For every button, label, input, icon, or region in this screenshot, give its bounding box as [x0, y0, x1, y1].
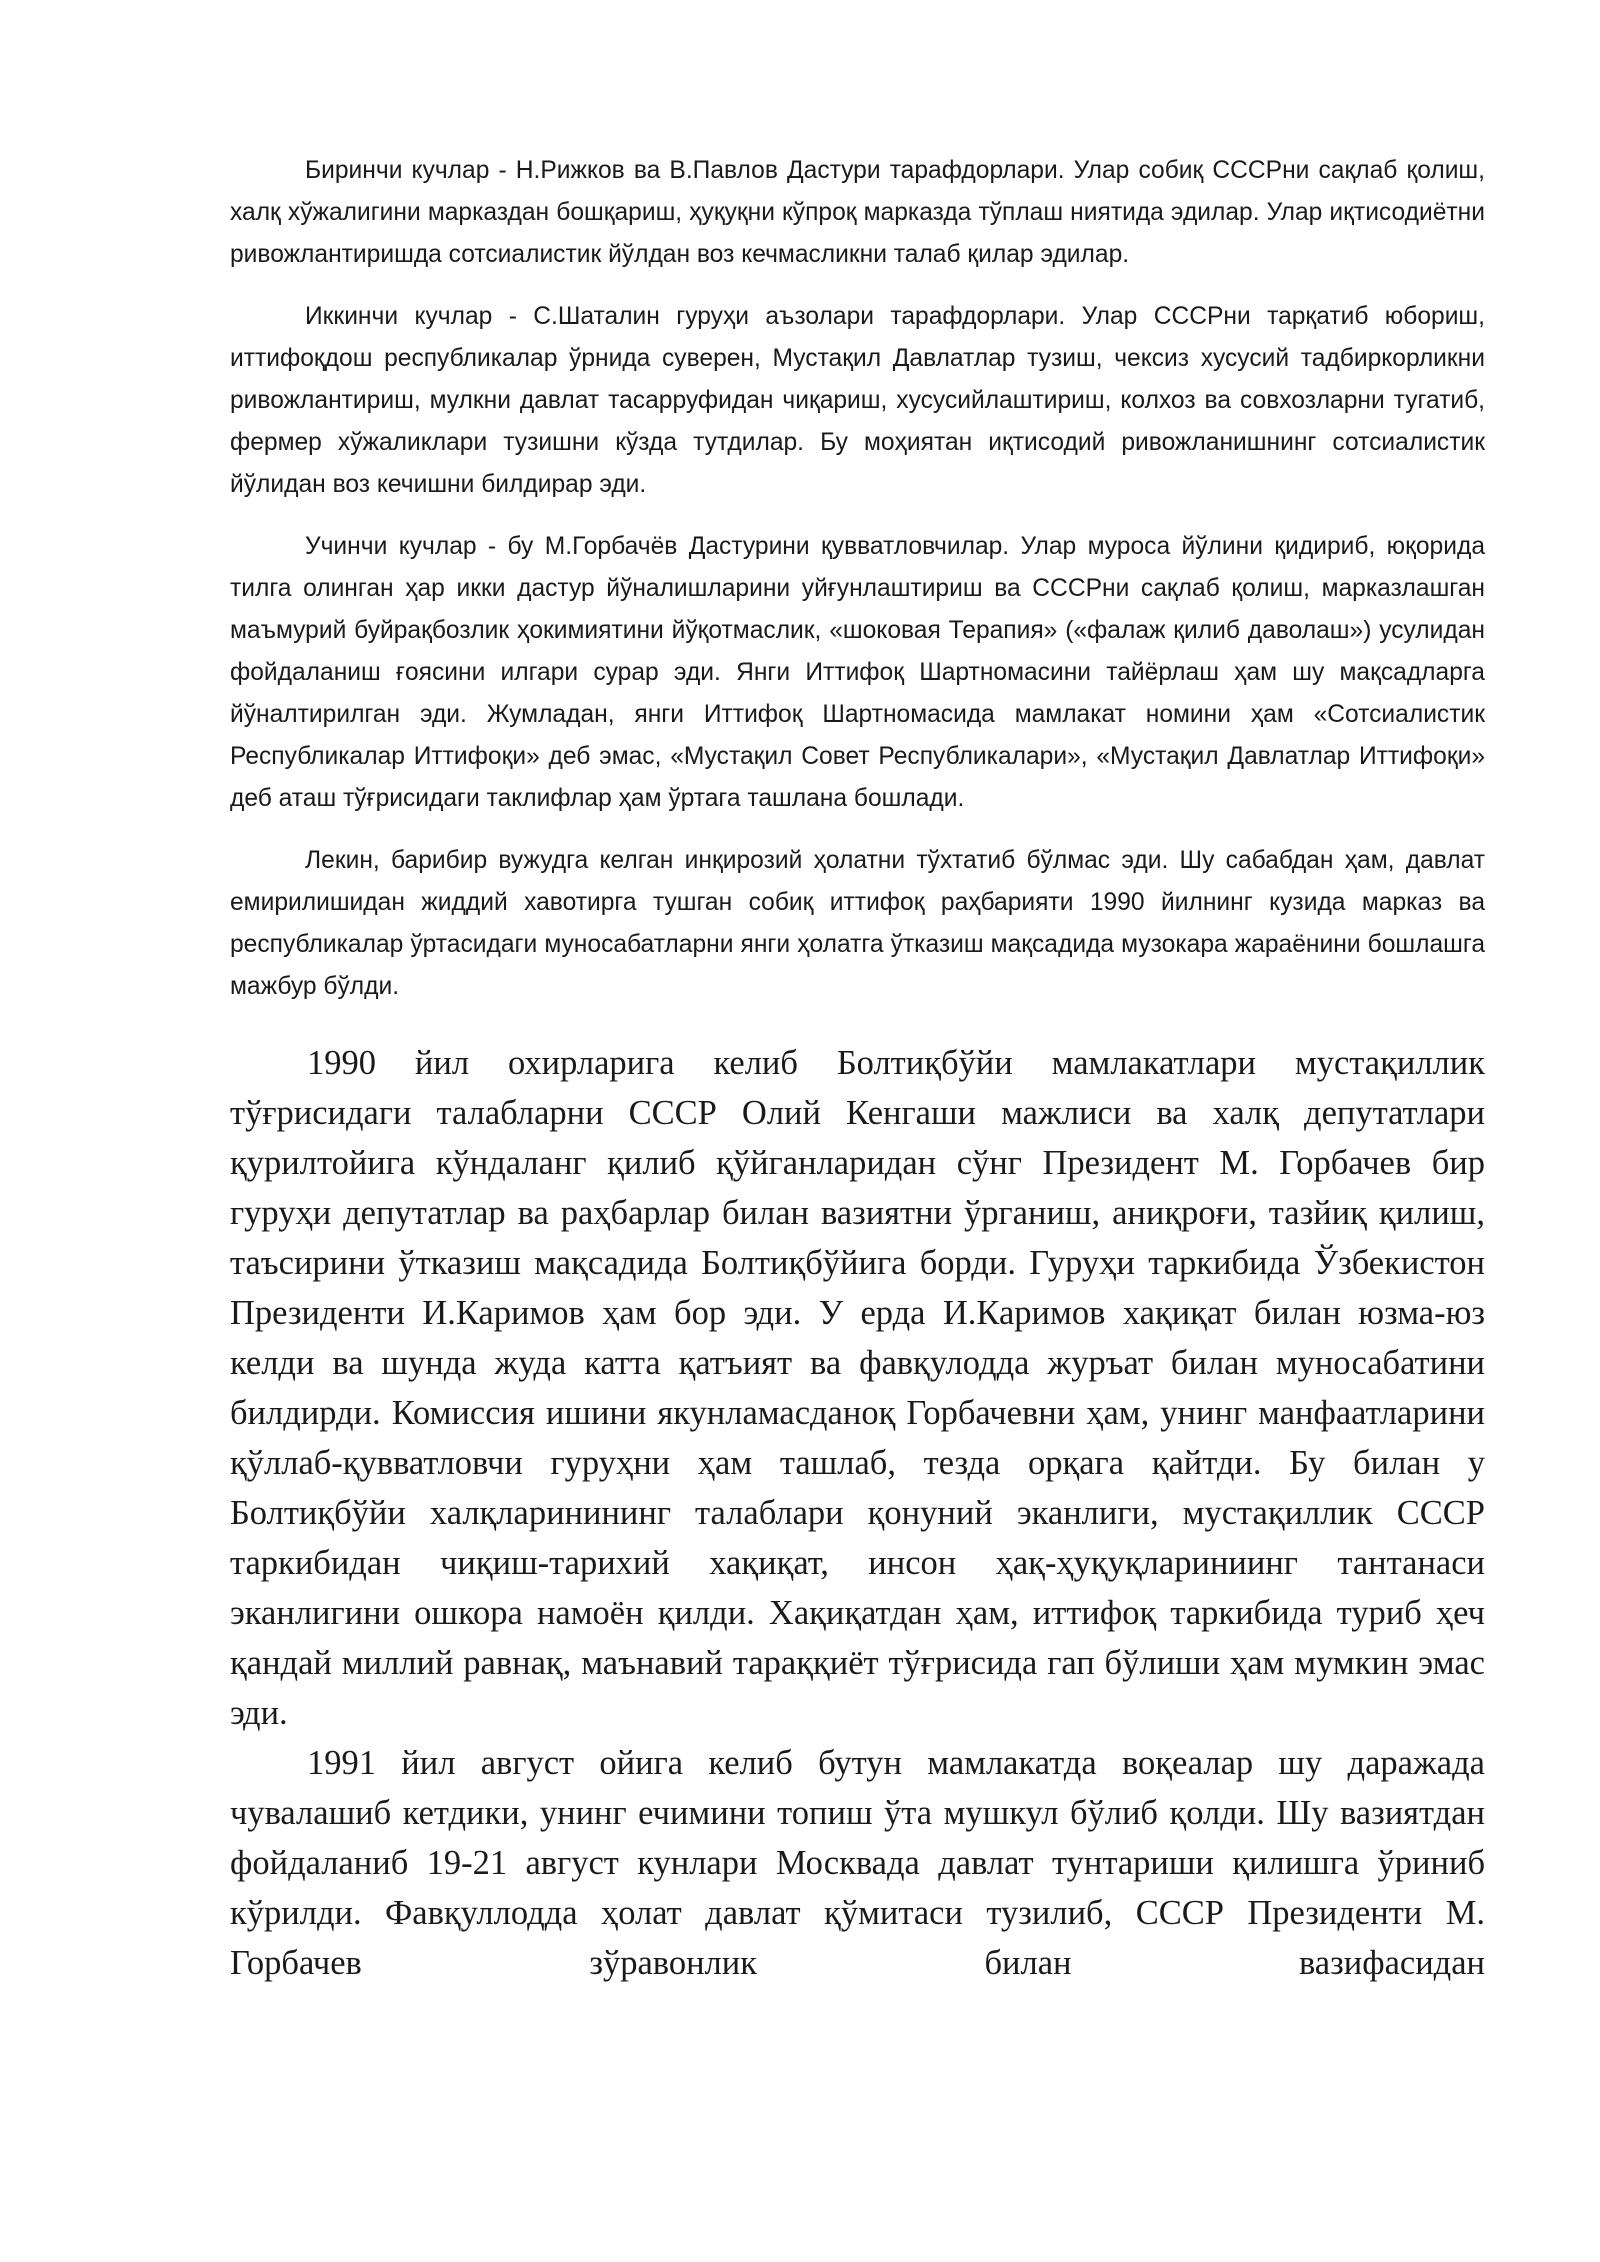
- document-page: [230, 150, 1485, 1988]
- main-text-block: [230, 1038, 1485, 1988]
- paragraph-second-forces: Иккинчи кучлар - С.Шаталин гуруҳи аъзолари тарафдорлари. Улар СССРни тарқатиб юбориш, иттифоқдош республикалар ўрнида суверен, Мустақил Давлатлар тузиш, чексиз хусусий тадбиркорликни ривожлантириш, мулкни давлат тасарруфидан чиқариш, хусусийлаштириш, колхоз ва совхозларни тугатиб, фермер хўжаликлари тузишни кўзда тутдилар. Бу моҳиятан иқтисодий ривожланишнинг сотсиалистик йўлидан воз кечишни билдирар эди.: [230, 303, 1485, 498]
- paragraph-1991-august: 1991 йил август ойига келиб бутун мамлакатда воқеалар шу даражада чувалашиб кетдики, унинг ечимини топиш ўта мушкул бўлиб қолди. Шу вазиятдан фойдаланиб 19-21 август кунлари Москвада давлат тунтариши қилишга ўриниб кўрилди. Фавқуллодда ҳолат давлат қўмитаси тузилиб, СССР Президенти М. Горбачев зўравонлик билан вазифасидан: [230, 1744, 1485, 1982]
- paragraph-crisis: Лекин, барибир вужудга келган инқирозий ҳолатни тўхтатиб бўлмас эди. Шу сабабдан ҳам, давлат емирилишидан жиддий хавотирга тушган собиқ иттифоқ раҳбарияти 1990 йилнинг кузида марказ ва республикалар ўртасидаги муносабатларни янги ҳолатга ўтказиш мақсадида музокара жараёнини бошлашга мажбур бўлди.: [230, 847, 1485, 1000]
- paragraph-1990-baltic: 1990 йил охирларига келиб Болтиқбўйи мамлакатлари мустақиллик тўғрисидаги талабларни СССР Олий Кенгаши мажлиси ва халқ депутатлари қурилтойига кўндаланг қилиб қўйганларидан сўнг Президент М. Горбачев бир гуруҳи депутатлар ва раҳбарлар билан вазиятни ўрганиш, аниқроғи, тазйиқ қилиш, таъсирини ўтказиш мақсадида Болтиқбўйига борди. Гуруҳи таркибида Ўзбекистон Президенти И.Каримов ҳам бор эди. У ерда И.Каримов хақиқат билан юзма-юз келди ва шунда жуда катта қатъият ва фавқулодда журъат билан муносабатини билдирди. Комиссия ишини якунламасданоқ Горбачевни ҳам, унинг манфаатларини қўллаб-қувватловчи гуруҳни ҳам ташлаб, тезда орқага қайтди. Бу билан у Болтиқбўйи халқларинининг талаблари қонуний эканлиги, мустақиллик СССР таркибидан чиқиш-тарихий хақиқат, инсон ҳақ-ҳуқуқлариниинг тантанаси эканлигини ошкора намоён қилди. Хақиқатдан ҳам, иттифоқ таркибида туриб ҳеч қандай миллий равнақ, маънавий тараққиёт тўғрисида гап бўлиши ҳам мумкин эмас эди.: [230, 1044, 1485, 1732]
- paragraph-third-forces: Учинчи кучлар - бу М.Горбачёв Дастурини қувватловчилар. Улар муроса йўлини қидириб, юқорида тилга олинган ҳар икки дастур йўналишларини уйғунлаштириш ва СССРни сақлаб қолиш, марказлашган маъмурий буйрақбозлик ҳокимиятини йўқотмаслик, «шоковая Терапия» («фалаж қилиб даволаш») усулидан фойдаланиш ғоясини илгари сурар эди. Янги Иттифоқ Шартномасини тайёрлаш ҳам шу мақсадларга йўналтирилган эди. Жумладан, янги Иттифоқ Шартномасида мамлакат номини ҳам «Сотсиалистик Республикалар Иттифоқи» деб эмас, «Мустақил Совет Республикалари», «Мустақил Давлатлар Иттифоқи» деб аташ тўғрисидаги таклифлар ҳам ўртага ташлана бошлади.: [230, 533, 1485, 812]
- paragraph-first-forces: Биринчи кучлар - Н.Рижков ва В.Павлов Дастури тарафдорлари. Улар собиқ СССРни сақлаб қолиш, халқ хўжалигини марказдан бошқариш, ҳуқуқни кўпроқ марказда тўплаш ниятида эдилар. Улар иқтисодиётни ривожлантиришда сотсиалистик йўлдан воз кечмасликни талаб қилар эдилар.: [230, 157, 1485, 268]
